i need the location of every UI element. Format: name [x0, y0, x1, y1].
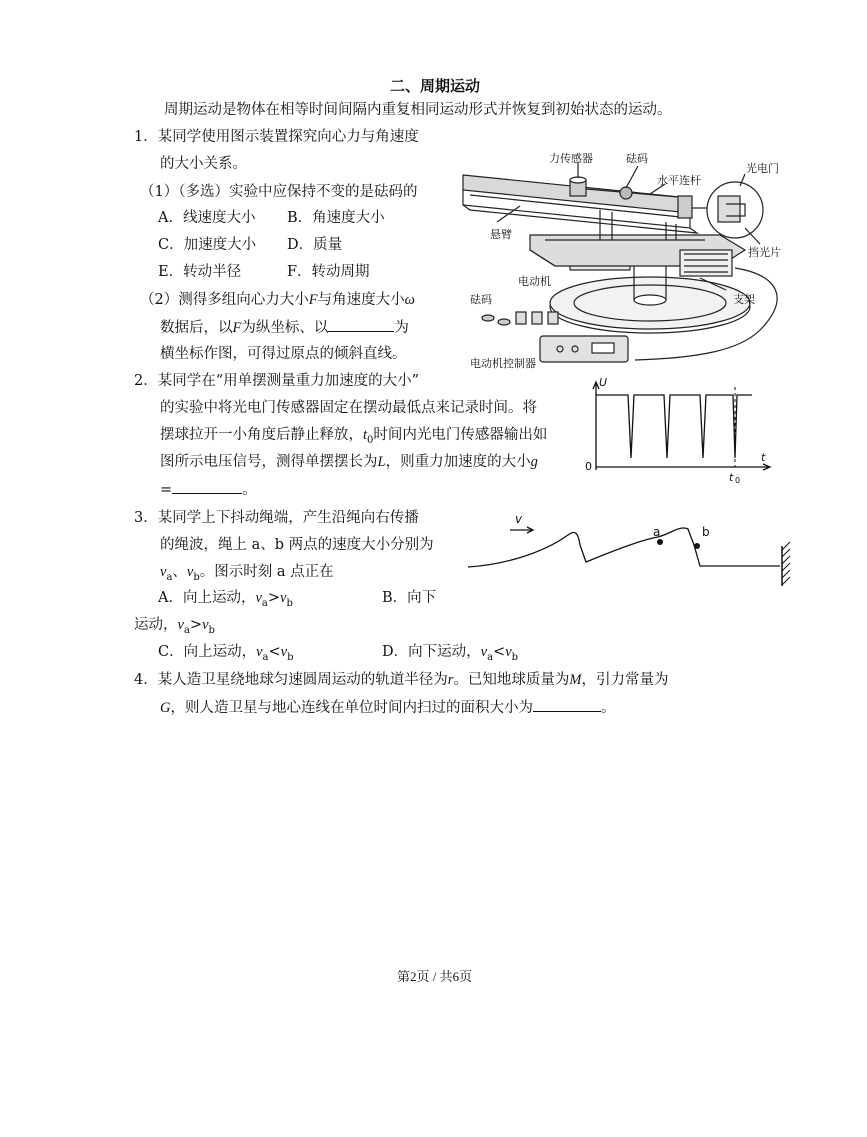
label-light-blocker: 挡光片: [748, 246, 781, 259]
label-cantilever: 悬臂: [490, 228, 512, 241]
q3-line2: 的绳波，绳上 a、b 两点的速度大小分别为: [160, 537, 434, 553]
graph-t0-sub: 0: [735, 476, 741, 485]
label-motor: 电动机: [518, 275, 551, 288]
q1-part2-line2: 数据后，以F为纵坐标、以 为: [160, 317, 409, 338]
graph-ylabel: U: [599, 376, 608, 389]
wave-point-a: [657, 539, 663, 545]
q1-stem-line1: 1．某同学使用图示装置探究向心力与角速度: [134, 129, 419, 145]
label-stand: 支架: [733, 293, 755, 306]
apparatus-figure: [440, 140, 830, 375]
q1-option-a: A．线速度大小: [158, 210, 256, 226]
q1-option-b: B．角速度大小: [287, 210, 385, 226]
q4-line1: 4．某人造卫星绕地球匀速圆周运动的轨道半径为r。已知地球质量为M，引力常量为: [134, 672, 669, 688]
label-photogate: 光电门: [746, 162, 779, 175]
page-footer: 第2页 / 共6页: [397, 969, 473, 984]
q3-option-b-cont: 运动，$v_a>v_b$: [134, 617, 215, 636]
wave-label-b: b: [702, 525, 710, 539]
answer-blank[interactable]: [172, 479, 242, 494]
wave-velocity-label: v: [515, 512, 523, 526]
label-rod: 水平连杆: [657, 174, 701, 187]
wave-point-b: [694, 543, 700, 549]
q3-option-c: C．向上运动，$v_a<v_b$: [158, 644, 294, 663]
q2-line3: 摆球拉开一小角度后静止释放，$t_0$时间内光电门传感器输出如: [160, 427, 548, 446]
label-force-sensor: 力传感器: [549, 152, 593, 165]
q1-option-d: D．质量: [287, 237, 343, 253]
q1-part2-line3: 横坐标作图，可得过原点的倾斜直线。: [160, 346, 407, 362]
q2-line5: = 。: [160, 479, 257, 500]
q2-line1: 2．某同学在“用单摆测量重力加速度的大小”: [134, 373, 420, 389]
graph-t0: t: [729, 471, 734, 484]
label-weights: 砝码: [470, 293, 492, 306]
voltage-signal-graph: [580, 378, 780, 486]
q3-line1: 3．某同学上下抖动绳端，产生沿绳向右传播: [134, 510, 419, 526]
q3-line3: $v_a$、$v_b$。图示时刻 a 点正在: [160, 564, 334, 583]
q1-part2-line1: （2）测得多组向心力大小F与角速度大小ω: [140, 292, 415, 308]
section-intro: 周期运动是物体在相等时间间隔内重复相同运动形式并恢复到初始状态的运动。: [164, 102, 672, 118]
q1-option-e: E．转动半径: [158, 264, 242, 280]
q3-option-d: D．向下运动，$v_a<v_b$: [382, 644, 519, 663]
wave-label-a: a: [653, 525, 661, 539]
graph-xlabel: t: [761, 451, 766, 464]
q2-line2: 的实验中将光电门传感器固定在摆动最低点来记录时间。将: [160, 400, 537, 416]
q2-line4: 图所示电压信号，测得单摆摆长为L，则重力加速度的大小g: [160, 454, 538, 470]
q3-option-b: B．向下: [382, 590, 437, 606]
rope-wave-figure: [460, 505, 800, 595]
q1-option-f: F．转动周期: [287, 264, 370, 280]
q1-option-c: C．加速度大小: [158, 237, 257, 253]
graph-origin: 0: [585, 460, 592, 473]
q1-stem-line2: 的大小关系。: [160, 156, 247, 172]
section-title: 二、周期运动: [390, 77, 481, 95]
label-weight-top: 砝码: [626, 152, 648, 165]
q4-line2: G，则人造卫星与地心连线在单位时间内扫过的面积大小为 。: [160, 697, 615, 718]
answer-blank[interactable]: [328, 317, 394, 332]
q1-part1: （1）（多选）实验中应保持不变的是砝码的: [140, 184, 418, 200]
label-controller: 电动机控制器: [470, 357, 536, 370]
answer-blank[interactable]: [533, 697, 601, 712]
q3-option-a: A．向上运动，$v_a>v_b$: [158, 590, 293, 609]
